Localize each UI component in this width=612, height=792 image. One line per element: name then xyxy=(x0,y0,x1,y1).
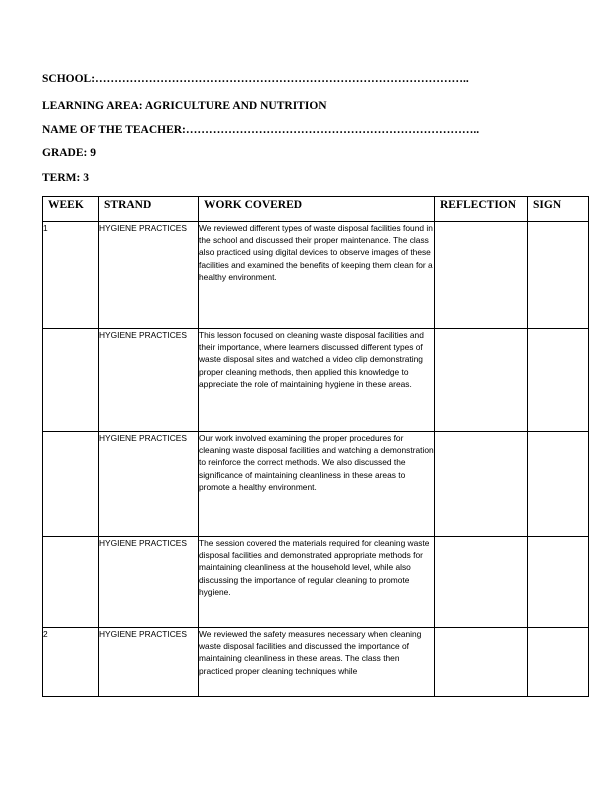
column-header-reflection: REFLECTION xyxy=(435,197,528,222)
week-cell xyxy=(43,432,99,537)
reflection-cell xyxy=(435,222,528,329)
work-covered-cell: We reviewed the safety measures necessary when cleaning waste disposal facilities and discussed the importance of maintaining cleanliness in these areas. The class then practiced proper cleaning techniques while xyxy=(199,628,435,697)
column-header-week: WEEK xyxy=(43,197,99,222)
work-covered-cell: We reviewed different types of waste disposal facilities found in the school and discussed their proper maintenance. The class also practiced using digital devices to observe images of these facilities and examined the benefits of keeping them clean for a healthy environment. xyxy=(199,222,435,329)
grade-line: GRADE: 9 xyxy=(42,147,96,159)
reflection-cell xyxy=(435,432,528,537)
work-record-table xyxy=(42,196,589,697)
strand-cell: HYGIENE PRACTICES xyxy=(99,537,199,628)
reflection-cell xyxy=(435,329,528,432)
table-row xyxy=(43,222,589,329)
learning-area-line: LEARNING AREA: AGRICULTURE AND NUTRITION xyxy=(42,100,327,112)
strand-cell: HYGIENE PRACTICES xyxy=(99,329,199,432)
sign-cell xyxy=(528,432,589,537)
table-row xyxy=(43,628,589,697)
work-covered-cell: This lesson focused on cleaning waste disposal facilities and their importance, where learners discussed different types of waste disposal sites and watched a video clip demonstrating proper cleaning methods, then applied this knowledge to appreciate the role of maintaining hygiene in these areas. xyxy=(199,329,435,432)
sign-cell xyxy=(528,628,589,697)
week-cell: 1 xyxy=(43,222,99,329)
school-line: SCHOOL:…………………………………………………………………………………….. xyxy=(42,73,469,85)
teacher-name-line: NAME OF THE TEACHER:………………………………………………………………….. xyxy=(42,124,480,136)
week-cell xyxy=(43,537,99,628)
table-row xyxy=(43,329,589,432)
table-row xyxy=(43,537,589,628)
table-header-row xyxy=(43,197,589,222)
reflection-cell xyxy=(435,628,528,697)
week-cell xyxy=(43,329,99,432)
sign-cell xyxy=(528,329,589,432)
column-header-strand: STRAND xyxy=(99,197,199,222)
work-covered-cell: The session covered the materials required for cleaning waste disposal facilities and demonstrated appropriate methods for maintaining cleanliness at the household level, while also discussing the importance of regular cleaning to promote hygiene. xyxy=(199,537,435,628)
work-covered-cell: Our work involved examining the proper procedures for cleaning waste disposal facilities and watching a demonstration to reinforce the correct methods. We also discussed the significance of maintaining cleanliness in these areas to promote a healthy environment. xyxy=(199,432,435,537)
table-row xyxy=(43,432,589,537)
column-header-sign: SIGN xyxy=(528,197,589,222)
week-cell: 2 xyxy=(43,628,99,697)
strand-cell: HYGIENE PRACTICES xyxy=(99,432,199,537)
sign-cell xyxy=(528,537,589,628)
term-line: TERM: 3 xyxy=(42,172,89,184)
reflection-cell xyxy=(435,537,528,628)
sign-cell xyxy=(528,222,589,329)
strand-cell: HYGIENE PRACTICES xyxy=(99,628,199,697)
strand-cell: HYGIENE PRACTICES xyxy=(99,222,199,329)
column-header-work-covered: WORK COVERED xyxy=(199,197,435,222)
